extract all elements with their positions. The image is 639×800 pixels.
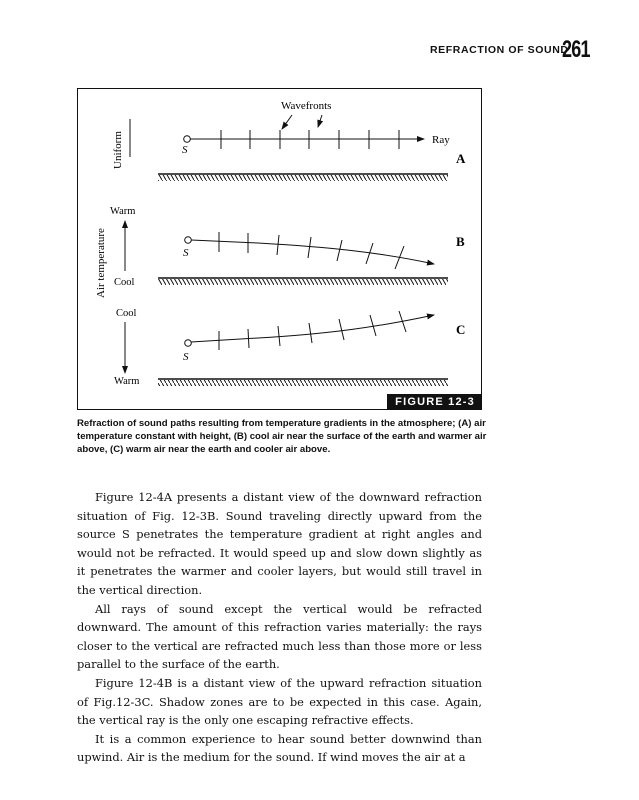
air-temperature-label: Air temperature	[95, 228, 107, 298]
wavefront-c	[248, 329, 249, 348]
ground-hatch-b	[158, 279, 448, 285]
panel-b-label: B	[456, 234, 465, 249]
panel-a-label: A	[456, 151, 466, 166]
wavefront-c	[278, 326, 280, 346]
ray-b	[191, 240, 434, 264]
paragraph: Figure 12-4B is a distant view of the upward refraction situation of Fig.12-3C. Shadow zones are to be expected in this case. Again, the vertical ray is the only one escaping refractive effects.	[77, 675, 482, 728]
source-c-label: S	[183, 351, 189, 363]
panel-c	[114, 308, 465, 387]
paragraph: Figure 12-4A presents a distant view of the downward refraction situation of Fig. 12-3B. Sound traveling directly upward from the source S penetrates the temperature gradient at right angles and would not be refracted. It would speed up and slow down slightly as it penetrates the warmer and cooler layers, but would still travel in the vertical direction.	[77, 490, 482, 597]
wavefront-c	[370, 315, 376, 336]
panel-c-label: C	[456, 322, 466, 337]
figure-caption: Refraction of sound paths resulting from temperature gradients in the atmosphere; (A) air temperature constant with height, (B) cool air near the surface of the earth and warmer air above, (C) warm air near the earth and cooler air above.	[77, 418, 487, 455]
ground-hatch-a	[158, 175, 448, 181]
ground-hatch-c	[158, 380, 448, 386]
warm-label-c: Warm	[114, 376, 140, 387]
source-b-label: S	[183, 247, 189, 259]
wavefront-b	[308, 237, 311, 258]
ray-c	[191, 315, 434, 342]
panel-a	[158, 130, 466, 181]
body-text	[77, 488, 482, 767]
wavefront-c	[309, 323, 312, 343]
cool-label-c: Cool	[116, 308, 137, 319]
figure-12-3	[77, 88, 482, 410]
paragraph: All rays of sound except the vertical would be refracted downward. The amount of this refraction varies materially: the rays closer to the vertical are refracted much less than those more or less parallel to the surface of the earth.	[77, 601, 482, 672]
source-a-icon	[184, 136, 191, 143]
wavefront-c	[339, 319, 344, 340]
ray-label: Ray	[432, 134, 450, 146]
source-a-label: S	[182, 144, 188, 156]
wavefront-b	[277, 235, 279, 255]
warm-label-b: Warm	[110, 206, 136, 217]
wavefront-b	[337, 240, 342, 261]
wavefronts-label: Wavefronts	[281, 100, 332, 112]
refraction-diagram	[78, 89, 483, 411]
wavefront-pointer-1	[282, 115, 292, 129]
running-head: REFRACTION OF SOUND	[430, 44, 569, 56]
page-number: 261	[562, 36, 590, 63]
wavefront-pointer-2	[318, 115, 322, 127]
figure-label: FIGURE 12-3	[387, 394, 481, 409]
paragraph: It is a common experience to hear sound better downwind than upwind. Air is the medium for the sound. If wind moves the air at a	[77, 731, 482, 765]
panel-b	[110, 206, 465, 288]
cool-label-b: Cool	[114, 277, 135, 288]
source-c-icon	[185, 340, 192, 347]
source-b-icon	[185, 237, 192, 244]
uniform-label: Uniform	[112, 131, 124, 169]
